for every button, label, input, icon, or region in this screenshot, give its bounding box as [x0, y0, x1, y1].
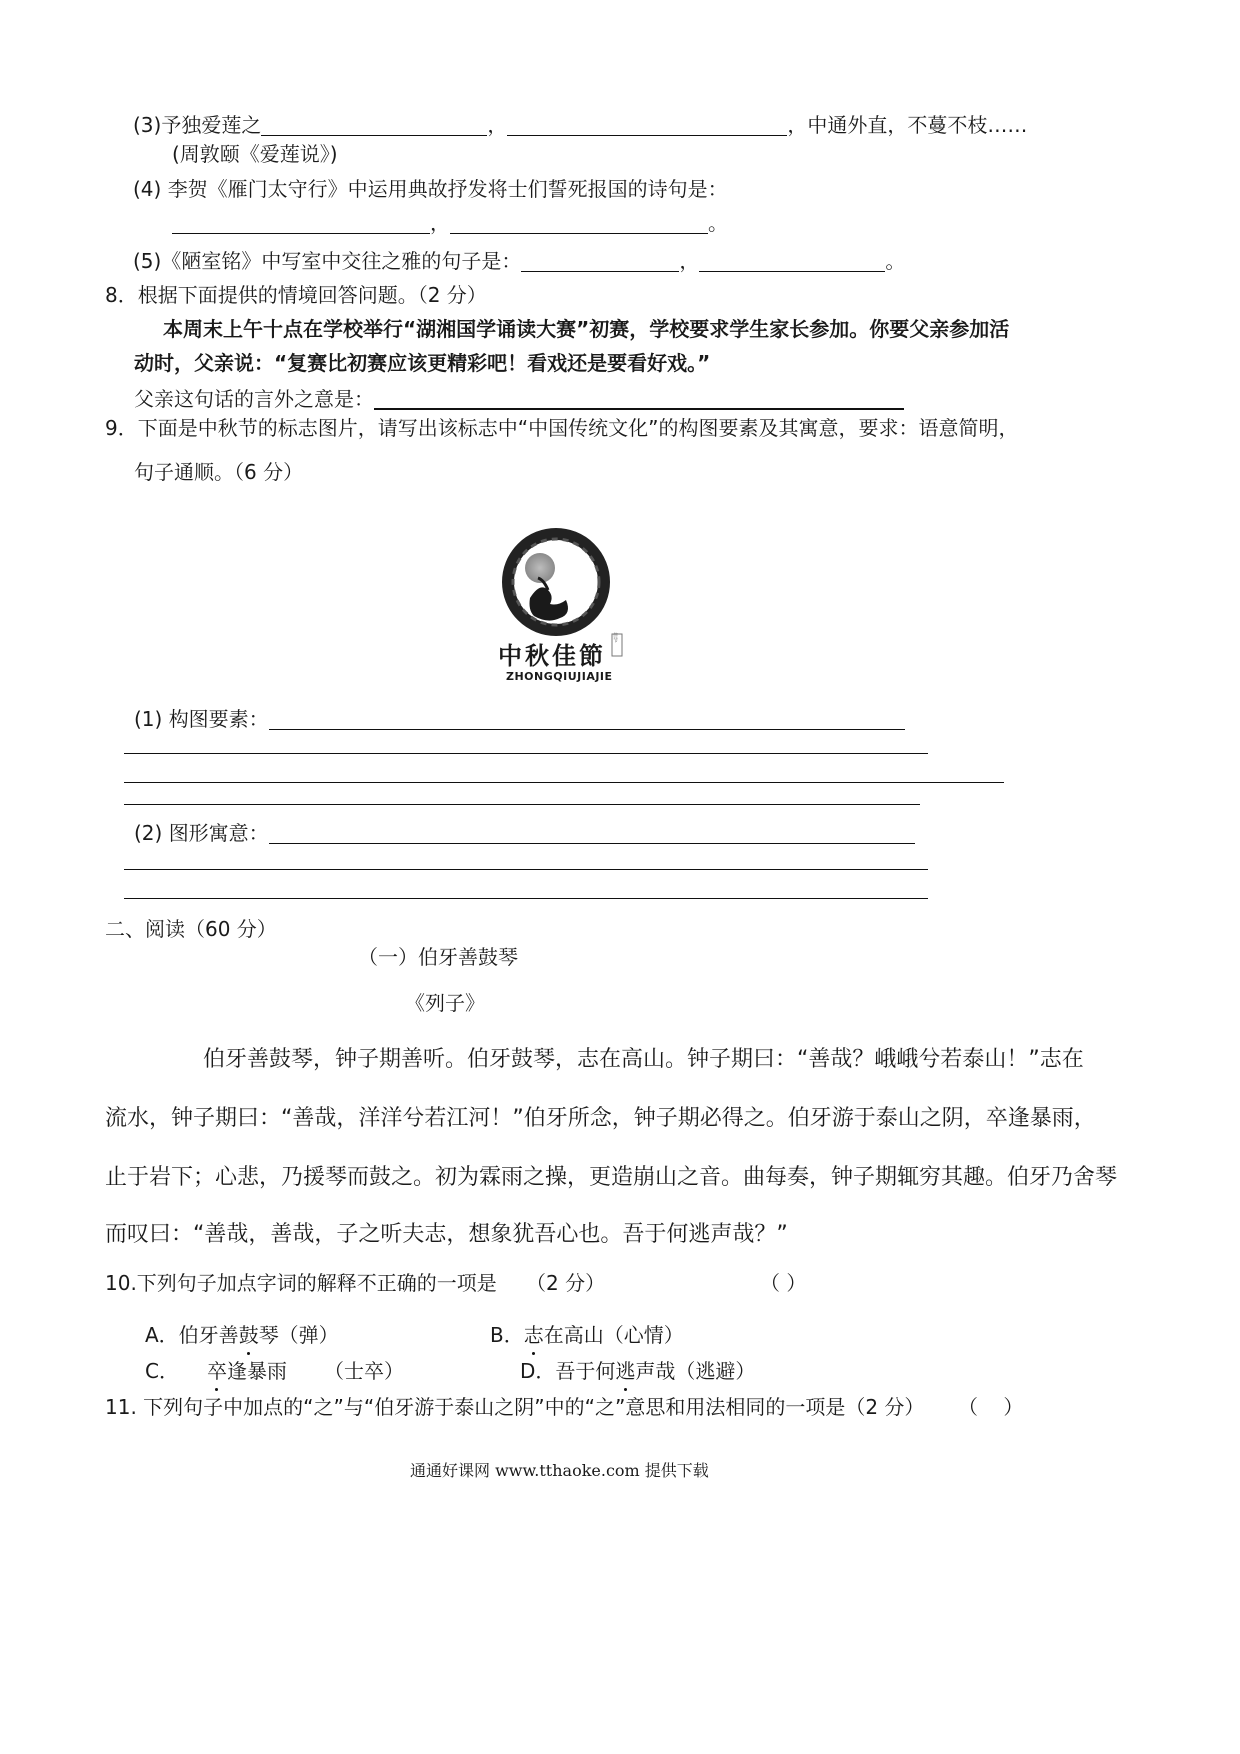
q7-item3 — [133, 112, 1027, 138]
q9-part1-row — [134, 706, 905, 732]
q9-stem-line1: 9．下面是中秋节的标志图片，请写出该标志中“中国传统文化”的构图要素及其寓意，要求：语意简明， — [105, 416, 1019, 440]
section2-heading: 二、阅读（60 分） — [105, 917, 277, 941]
q9-part2-label: (2) 图形寓意： — [134, 821, 269, 845]
q10-option-c-rest: 逢暴雨 （士卒） — [226, 1359, 405, 1383]
q10-option-b[interactable] — [490, 1322, 684, 1348]
q8-answer-blank[interactable] — [374, 388, 904, 410]
q7-item4-text: (4) 李贺《雁门太守行》中运用典故抒发将士们誓死报国的诗句是： — [133, 177, 728, 201]
q11-stem: 11. 下列句子中加点的“之”与“伯牙游于泰山之阴”中的“之”意思和用法相同的一项是（2 分） — [105, 1395, 925, 1419]
q7-item4-blank2[interactable] — [450, 213, 708, 234]
q10-stem: 10.下列句子加点字词的解释不正确的一项是 — [105, 1271, 497, 1295]
logo-title: 中秋佳節 — [498, 641, 606, 670]
q8-prompt-row — [134, 386, 904, 412]
q7-item4-period: 。 — [708, 211, 728, 235]
mid-autumn-logo — [488, 520, 638, 690]
q8-prompt: 父亲这句话的言外之意是： — [134, 387, 374, 411]
q7-item5-blank1[interactable] — [521, 251, 679, 272]
q10-option-d-rest: 声哉（逃避） — [635, 1359, 756, 1383]
q10-option-d[interactable] — [520, 1358, 755, 1384]
page-footer: 通通好课网 www.tthaoke.com 提供下载 — [410, 1461, 709, 1480]
q7-item5 — [133, 248, 905, 274]
q9-part2-blank[interactable] — [269, 823, 915, 844]
q7-item3-source: (周敦颐《爱莲说》) — [172, 142, 338, 166]
q7-item3-suffix: ，中通外直，不蔓不枝…… — [787, 113, 1028, 137]
q9-part2-row — [134, 820, 915, 846]
q7-item3-blank2[interactable] — [507, 115, 787, 136]
q9-part1-line4[interactable] — [124, 804, 920, 805]
q9-part2-line3[interactable] — [124, 898, 928, 899]
q10-option-a-rest: 琴（弹） — [258, 1323, 339, 1347]
passage-line: 而叹曰：“善哉，善哉，子之听夫志，想象犹吾心也。吾于何逃声哉？” — [105, 1222, 788, 1247]
passage-line: 伯牙善鼓琴，钟子期善听。伯牙鼓琴，志在高山。钟子期曰：“善哉？峨峨兮若泰山！”志在 — [203, 1047, 1084, 1072]
logo-seal: 佳节 — [613, 633, 619, 644]
q10-option-b-label: B． — [490, 1323, 524, 1347]
q10-option-d-label: D．吾于何 — [520, 1359, 616, 1383]
section2-subheading: （一）伯牙善鼓琴 — [358, 945, 518, 969]
q10-option-c-dotted: 卒 — [206, 1359, 227, 1383]
q9-part2-line2[interactable] — [124, 869, 928, 870]
q9-part1-label: (1) 构图要素： — [134, 707, 269, 731]
q7-item5-text: (5)《陋室铭》中写室中交往之雅的句子是： — [133, 249, 522, 273]
q7-item4-answer — [172, 210, 728, 236]
q9-stem-line2: 句子通顺。（6 分） — [134, 460, 304, 484]
q8-scenario-line2: 动时，父亲说：“复赛比初赛应该更精彩吧！看戏还是要看好戏。” — [134, 351, 711, 375]
section2-author: 《列子》 — [405, 991, 485, 1015]
q8-stem: 8．根据下面提供的情境回答问题。（2 分） — [105, 283, 487, 307]
q11-answer-bracket[interactable]: （ ） — [958, 1395, 1024, 1419]
q10-points: （2 分） — [526, 1271, 606, 1295]
q7-item5-blank2[interactable] — [699, 251, 885, 272]
q10-option-b-dotted: 志 — [523, 1323, 544, 1347]
q7-item5-period: 。 — [885, 249, 906, 273]
passage-line: 止于岩下；心悲，乃援琴而鼓之。初为霖雨之操，更造崩山之音。曲每奏，钟子期辄穷其趣。伯牙乃舍琴 — [105, 1165, 1118, 1190]
q10-option-a-dotted: 鼓 — [238, 1323, 259, 1347]
q7-item3-blank1[interactable] — [261, 115, 487, 136]
q10-option-c[interactable] — [145, 1358, 404, 1384]
q10-option-d-dotted: 逃 — [615, 1359, 636, 1383]
q7-item4-comma: ， — [430, 211, 450, 235]
q10-option-b-rest: 在高山（心情） — [543, 1323, 684, 1347]
q10-option-c-label: C． — [145, 1359, 179, 1383]
q7-item4-blank1[interactable] — [172, 213, 430, 234]
passage-line: 流水，钟子期曰：“善哉，洋洋兮若江河！”伯牙所念，钟子期必得之。伯牙游于泰山之阴，卒逢暴雨， — [105, 1106, 1096, 1131]
q7-item3-comma: ， — [487, 113, 508, 137]
q7-item5-comma: ， — [679, 249, 700, 273]
q7-item3-prefix: (3)予独爱莲之 — [133, 113, 262, 137]
q10-option-a[interactable] — [145, 1322, 339, 1348]
q9-part1-blank[interactable] — [269, 709, 905, 730]
q10-answer-bracket[interactable]: （ ） — [760, 1271, 807, 1295]
logo-subtitle: ZHONGQIUJIAJIE — [506, 670, 613, 683]
q8-scenario-line1: 本周末上午十点在学校举行“湖湘国学诵读大赛”初赛，学校要求学生家长参加。你要父亲参加活 — [163, 317, 1010, 341]
q9-part1-line3[interactable] — [124, 782, 1004, 783]
q9-part1-line2[interactable] — [124, 753, 928, 754]
q10-option-a-label: A．伯牙善 — [145, 1323, 239, 1347]
